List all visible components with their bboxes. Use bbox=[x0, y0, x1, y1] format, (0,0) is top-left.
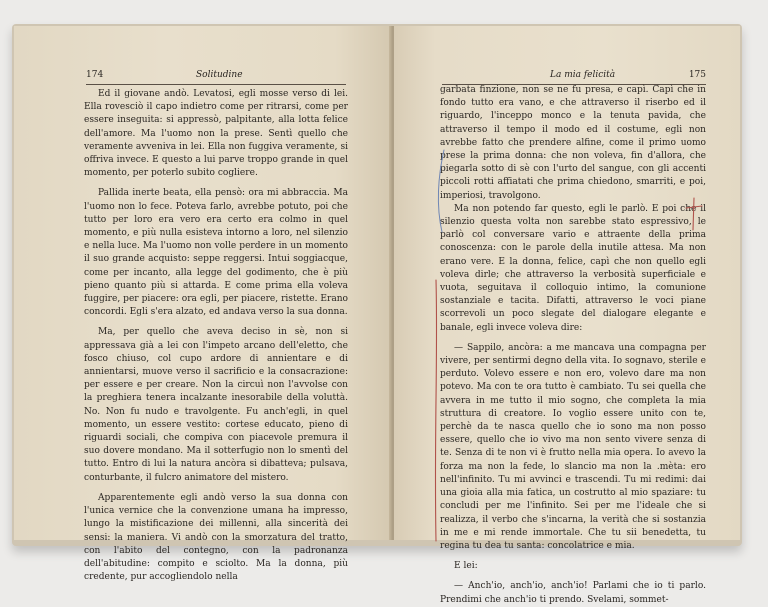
left-page-header bbox=[86, 70, 346, 85]
red-cross-mark bbox=[684, 196, 704, 232]
left-page bbox=[14, 26, 392, 583]
right-page bbox=[394, 26, 740, 605]
right-page-number: 175 bbox=[688, 70, 706, 80]
paragraph: Ma, per quello che aveva deciso in sè, non si appressava già a lei con l'impeto arcano dell'eletto, che fosco chiuso, col cupo ardore di annientare e di annientarsi, muove verso il sacrificio e la consacrazione: per essere e per creare. Non la circuì non l'avvolse con la preghiera tenera incalzante inesorabile della voluttà. No. Non fu nudo e travolgente. Fu anch'egli, in quel momento, un essere vestito: cortese educato, pieno di riguardi sociali, che compiva con piacevole premura il suo dovere mondano. Ma il sotterfugio non lo smentì del tutto. Entro di lui la natura ancòra si dibatteva; pulsava, conturbante, il fulcro animatore del mistero. bbox=[84, 327, 348, 483]
paragraph: Ma non potendo far questo, egli le parlò. E poi che il silenzio questa volta non sarebbe stato espressivo, le parlò col conversare vario e attraente della prima conoscenza: con le parole della inutile attesa. Ma non erano vere. E la donna, felice, capì che non quello egli voleva dirle; che attraverso la verbosità superficiale e vuota, seguitava il colloquio intimo, la comunione sostanziale e tacita. Difatti, attraverso le voci piane scorrevoli un poco slegate del dialogare elegante e banale, egli invece voleva dire: bbox=[440, 203, 706, 333]
right-page-text bbox=[440, 84, 706, 607]
paragraph: E lei: bbox=[454, 561, 478, 572]
left-page-number: 174 bbox=[86, 70, 104, 80]
right-page-header bbox=[442, 70, 706, 85]
left-running-head: Solitudine bbox=[196, 70, 243, 80]
paragraph: — Sappilo, ancòra: a me mancava una compagna per vivere, per sentirmi degno della vita. Io sognavo, sterile e perduto. Volevo essere e non ero, volevo dare ma non potevo. Ma con te ora tutto è cambiato. Tu sei quella che avvera in me tutto il mio sogno, che completa la mia struttura di creatore. Io voglio essere unito con te, perchè da te nasca quello che io sono ma non posso essere, quello che io vivo ma non sento vivere senza di te. Senza di te non vi è frutto nella mia opera. Io avevo la forza ma non la fede, lo slancio ma non la .mèta: ero nell'infinito. Tu mi avvinci e trascendi. Tu mi redimi: dai una gioia alla mia fatica, un costrutto al mio spaziare: tu concludi per me l'infinito. Sei per me l'ideale che si realizza, il verbo che s'incarna, la verità che si sostanzia in me e mi rende immortale. Che tu sii benedetta, tu regina tu dea tu santa: concolatrice e mia. bbox=[440, 342, 706, 551]
open-book bbox=[12, 24, 742, 605]
paragraph: Ed il giovane andò. Levatosi, egli mosse verso di lei. Ella rovesciò il capo indietro come per ritrarsi, come per essere inseguita: si appressò, palpitante, alla lotta felice dell'amore. Ma l'uomo non la prese. Sentì quello che veramente avveniva in lei. Ella non fuggiva veramente, si offriva invece. E questo a lui parve troppo grande in quel momento, per poterlo subito cogliere. bbox=[84, 89, 348, 179]
right-running-head: La mia felicità bbox=[550, 70, 616, 80]
red-margin-line bbox=[424, 276, 444, 546]
pencil-margin-mark bbox=[430, 146, 450, 236]
paragraph: Apparentemente egli andò verso la sua donna con l'unica vernice che la convenzione umana ha impresso, lungo la mistificazione dei millenni, alla sincerità dei sensi: la maniera. Vi andò con la smorzatura del tratto, con l'abito del contegno, con la padronanza dell'abitudine: compito e sciolto. Ma la donna, più credente, pur accogliendolo nella bbox=[84, 492, 348, 583]
left-page-text bbox=[84, 88, 348, 584]
paragraph: — Anch'io, anch'io, anch'io! Parlami che io ti parlo. Prendimi che anch'io ti prendo. Svelami, sommet- bbox=[440, 581, 706, 605]
paragraph: garbata finzione, non se ne fu presa, e capì. Capì che in fondo tutto era vano, e che attraverso il riserbo ed il riguardo, l'inceppo monco e la tenuta pavida, che attraverso il tempo il modo ed il costume, egli non avrebbe fatto che prendere alfine, come il primo uomo prese la prima donna: che non voleva, fin d'allora, che piegarla sotto di sè con l'urto del sangue, con gli accenti piccoli rotti affiatati che prima chiedono, smarriti, e poi, imperiosi, travolgono. bbox=[440, 85, 706, 201]
paragraph: Pallida inerte beata, ella pensò: ora mi abbraccia. Ma l'uomo non lo fece. Poteva farlo, avrebbe potuto, poi che tutto per loro era vero era certo era colmo in quel momento, e più nulla esisteva intorno a loro, nel silenzio e nella luce. Ma l'uomo non volle perdere in un momento il suo grande acquisto: seppe reggersi. Intui soggiacque, come per incanto, alla legge del godimento, che è più pieno quanto più si attarda. E come prima ella voleva fuggire, per piacere: ora egli, per piacere, ristette. Erano concordi. Egli s'era alzato, ed andava verso la sua donna. bbox=[84, 188, 348, 318]
